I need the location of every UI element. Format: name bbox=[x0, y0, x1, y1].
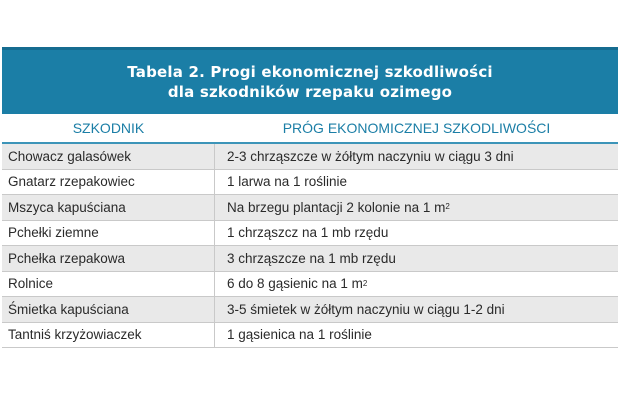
table-row bbox=[2, 195, 618, 221]
threshold-cell bbox=[215, 297, 618, 322]
threshold-text: 6 do 8 gąsienic na 1 m bbox=[227, 276, 363, 292]
table-header-row bbox=[2, 114, 618, 144]
threshold-cell bbox=[215, 221, 618, 246]
threshold-text: 2-3 chrząszcze w żółtym naczyniu w ciągu 3 dni bbox=[227, 148, 514, 164]
table-row bbox=[2, 272, 618, 298]
pest-name-cell: Rolnice bbox=[2, 272, 215, 297]
table-row bbox=[2, 170, 618, 196]
threshold-cell: 6 do 8 gąsienic na 1 m 2 bbox=[227, 276, 368, 292]
pest-name-cell: Tantniś krzyżowiaczek bbox=[2, 323, 215, 348]
table-row bbox=[2, 221, 618, 247]
pest-name-cell: Gnatarz rzepakowiec bbox=[2, 170, 215, 195]
threshold-cell bbox=[215, 170, 618, 195]
pest-name-cell: Chowacz galasówek bbox=[2, 144, 215, 169]
threshold-text: 1 larwa na 1 roślinie bbox=[227, 174, 348, 190]
table-row bbox=[2, 246, 618, 272]
threshold-cell: Na brzegu plantacji 2 kolonie na 1 m 2 bbox=[227, 199, 450, 215]
pest-name-cell: Śmietka kapuściana bbox=[2, 297, 215, 322]
threshold-cell bbox=[215, 246, 618, 271]
threshold-text: 1 gąsienica na 1 roślinie bbox=[227, 327, 372, 343]
threshold-cell bbox=[215, 144, 618, 169]
table-title-line-2: dla szkodników rzepaku ozimego bbox=[167, 83, 453, 101]
threshold-cell bbox=[215, 323, 618, 348]
table-body bbox=[2, 144, 618, 348]
threshold-text: 3 chrząszcze na 1 mb rzędu bbox=[227, 250, 396, 266]
pest-threshold-table bbox=[2, 47, 618, 348]
column-header-pest: SZKODNIK bbox=[72, 120, 145, 136]
threshold-text: 1 chrząszcz na 1 mb rzędu bbox=[227, 225, 389, 241]
table-row bbox=[2, 144, 618, 170]
pest-name-cell: Mszyca kapuściana bbox=[2, 195, 215, 220]
table-title-bar bbox=[2, 47, 618, 114]
pest-name-cell: Pchełki ziemne bbox=[2, 221, 215, 246]
table-title-line-1: Tabela 2. Progi ekonomicznej szkodliwości bbox=[127, 63, 493, 81]
threshold-text: 3-5 śmietek w żółtym naczyniu w ciągu 1-2 dni bbox=[227, 301, 505, 317]
table-row bbox=[2, 297, 618, 323]
table-row bbox=[2, 323, 618, 349]
pest-name-cell: Pchełka rzepakowa bbox=[2, 246, 215, 271]
threshold-text: Na brzegu plantacji 2 kolonie na 1 m bbox=[227, 199, 446, 215]
column-header-threshold: PRÓG EKONOMICZNEJ SZKODLIWOŚCI bbox=[282, 120, 551, 136]
